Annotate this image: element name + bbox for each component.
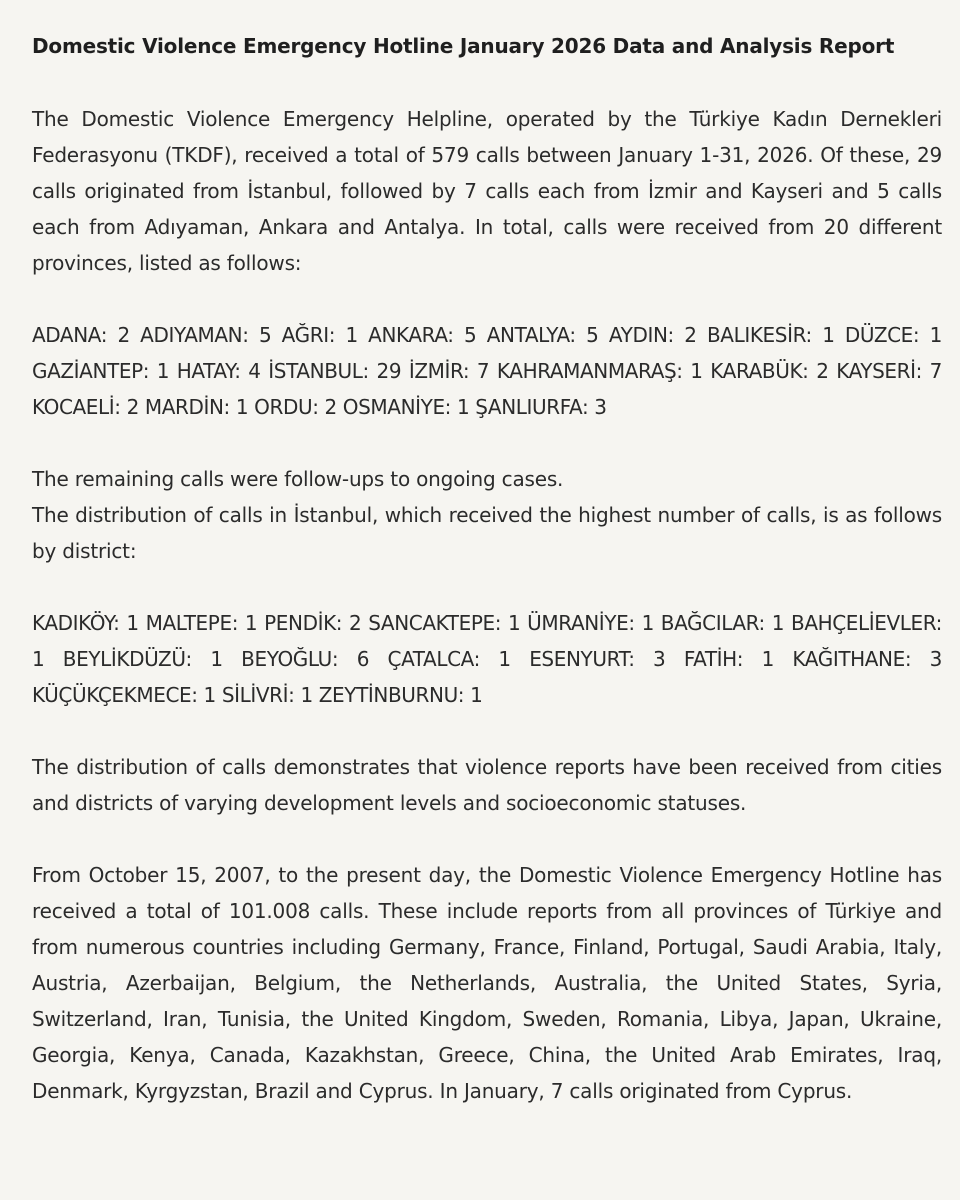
report-title: Domestic Violence Emergency Hotline January 2026 Data and Analysis Report <box>32 34 895 58</box>
province-call-list: ADANA: 2 ADIYAMAN: 5 AĞRI: 1 ANKARA: 5 ANTALYA: 5 AYDIN: 2 BALIKESİR: 1 DÜZCE: 1 GAZİANTEP: 1 HATAY: 4 İSTANBUL: 29 İZMİR: 7 KAHRAMANMARAŞ: 1 KARABÜK: 2 KAYSERİ: 7 KOCAELİ: 2 MARDİN: 1 ORDU: 2 OSMANİYE: 1 ŞANLIURFA: 3 <box>32 323 942 419</box>
distribution-paragraph: The distribution of calls demonstrates that violence reports have been received from cities and districts of varying development levels and socioeconomic statuses. <box>32 755 942 815</box>
intro-paragraph: The Domestic Violence Emergency Helpline, operated by the Türkiye Kadın Dernekleri Federasyonu (TKDF), received a total of 579 calls between January 1-31, 2026. Of these, 29 calls originated from İstanbul, followed by 7 calls each from İzmir and Kayseri and 5 calls each from Adıyaman, Ankara and Antalya. In total, calls were received from 20 different provinces, listed as follows: <box>32 107 942 275</box>
istanbul-distribution-intro: The distribution of calls in İstanbul, which received the highest number of calls, is as follows by district: <box>32 503 942 563</box>
history-paragraph: From October 15, 2007, to the present day, the Domestic Violence Emergency Hotline has received a total of 101.008 calls. These include reports from all provinces of Türkiye and from numerous countries including Germany, France, Finland, Portugal, Saudi Arabia, Italy, Austria, Azerbaijan, Belgium, the Netherlands, Australia, the United States, Syria, Switzerland, Iran, Tunisia, the United Kingdom, Sweden, Romania, Libya, Japan, Ukraine, Georgia, Kenya, Canada, Kazakhstan, Greece, China, the United Arab Emirates, Iraq, Denmark, Kyrgyzstan, Brazil and Cyprus. In January, 7 calls originated from Cyprus. <box>32 863 942 1103</box>
remaining-calls-block <box>32 461 942 569</box>
remaining-calls-text: The remaining calls were follow-ups to ongoing cases. <box>32 467 564 491</box>
district-call-list: KADIKÖY: 1 MALTEPE: 1 PENDİK: 2 SANCAKTEPE: 1 ÜMRANİYE: 1 BAĞCILAR: 1 BAHÇELİEVLER: 1 BEYLİKDÜZÜ: 1 BEYOĞLU: 6 ÇATALCA: 1 ESENYURT: 3 FATİH: 1 KAĞITHANE: 3 KÜÇÜKÇEKMECE: 1 SİLİVRİ: 1 ZEYTİNBURNU: 1 <box>32 611 942 707</box>
